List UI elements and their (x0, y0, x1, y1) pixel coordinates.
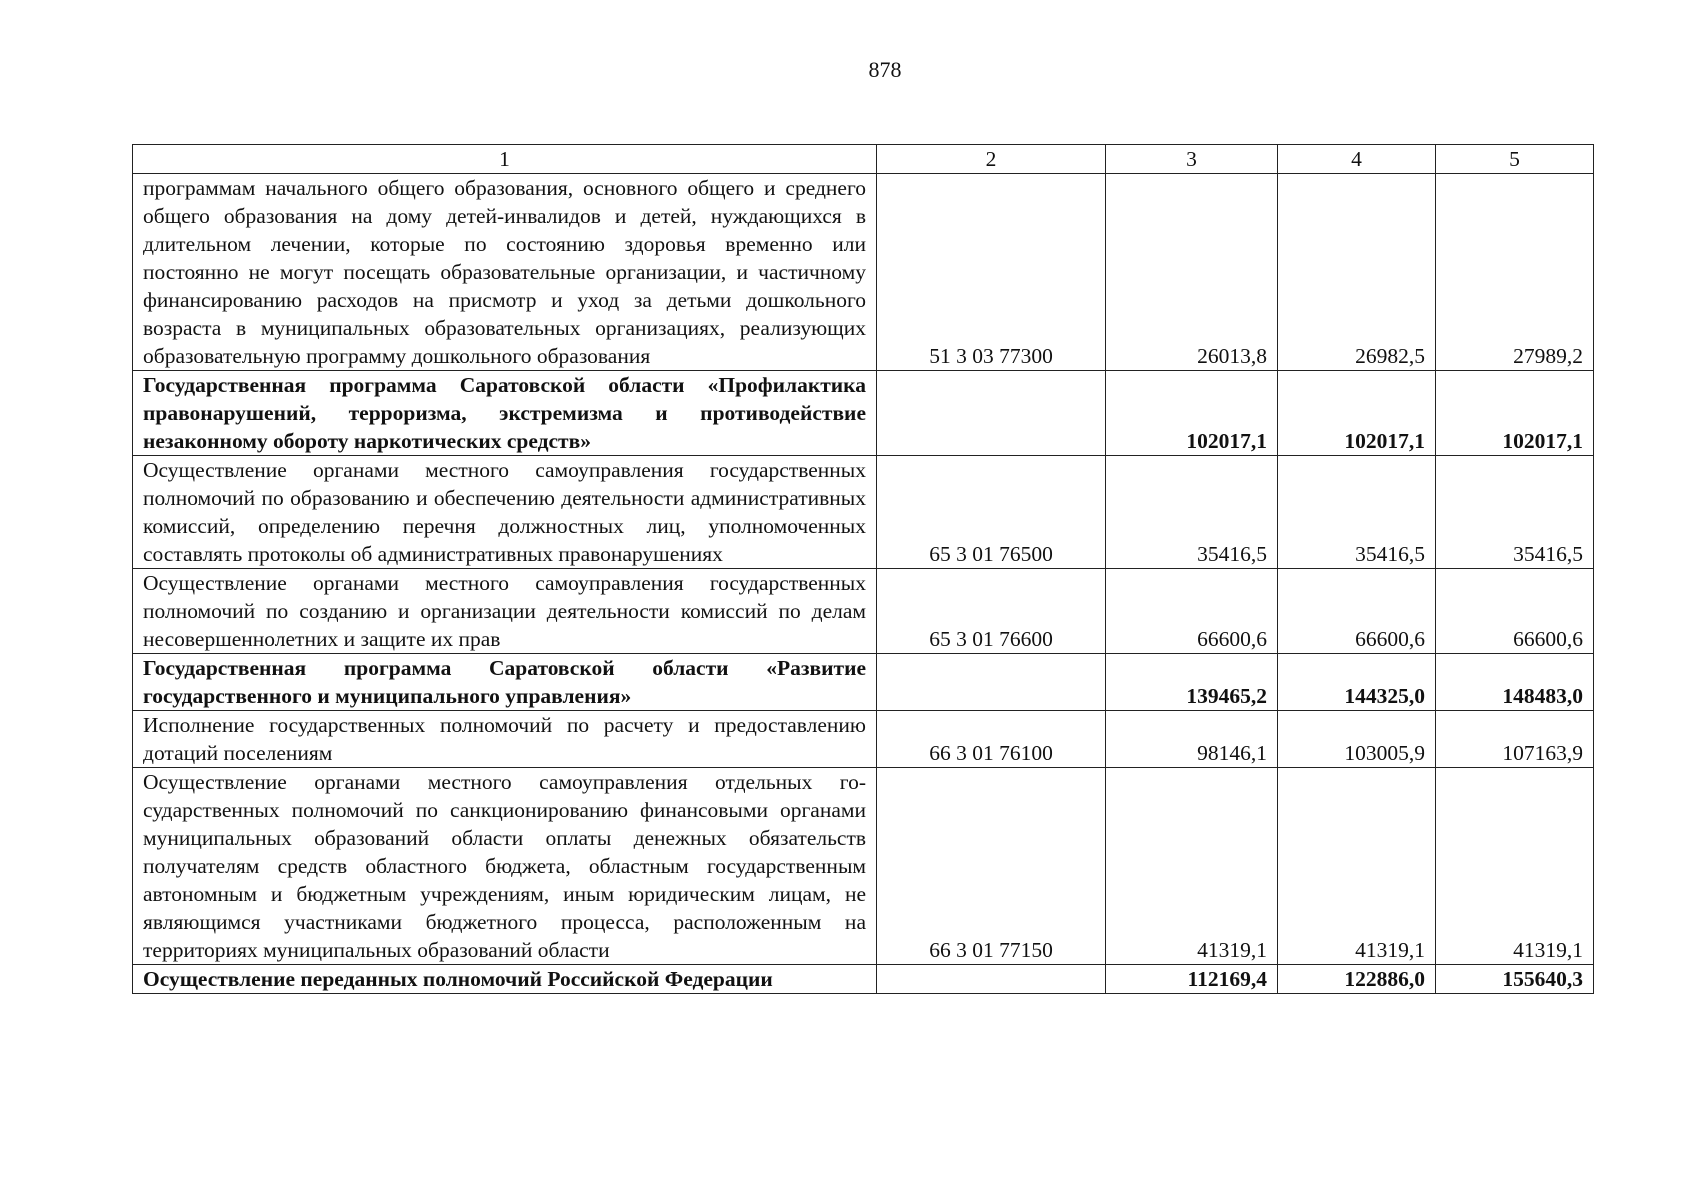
row-value-col4: 26982,5 (1278, 174, 1436, 371)
row-value-col3: 35416,5 (1106, 456, 1278, 569)
row-value-col5: 148483,0 (1436, 654, 1594, 711)
row-description: Государственная программа Саратовской области «Профилактика правонарушений, терроризма, экстремизма и противодействие незаконному обороту наркотических средств» (133, 371, 877, 456)
row-value-col4: 35416,5 (1278, 456, 1436, 569)
row-code (877, 371, 1106, 456)
table-row (133, 174, 1594, 371)
row-description: Осуществление переданных полномочий Российской Федерации (133, 965, 877, 994)
row-description: Исполнение государственных полномочий по расчету и предоставлению дотаций поселениям (133, 711, 877, 768)
row-value-col3: 139465,2 (1106, 654, 1278, 711)
row-value-col3: 66600,6 (1106, 569, 1278, 654)
row-value-col5: 35416,5 (1436, 456, 1594, 569)
table-row (133, 456, 1594, 569)
column-header-4: 4 (1278, 145, 1436, 174)
header-row (133, 145, 1594, 174)
table-row (133, 569, 1594, 654)
row-code: 66 3 01 77150 (877, 768, 1106, 965)
table-row (133, 371, 1594, 456)
column-header-5: 5 (1436, 145, 1594, 174)
row-value-col5: 41319,1 (1436, 768, 1594, 965)
row-value-col3: 102017,1 (1106, 371, 1278, 456)
row-value-col3: 26013,8 (1106, 174, 1278, 371)
row-value-col5: 27989,2 (1436, 174, 1594, 371)
row-description: Государственная программа Саратовской области «Развитие государственного и муниципального управления» (133, 654, 877, 711)
row-value-col5: 107163,9 (1436, 711, 1594, 768)
budget-table (132, 144, 1594, 994)
row-value-col4: 41319,1 (1278, 768, 1436, 965)
row-value-col4: 66600,6 (1278, 569, 1436, 654)
column-header-1: 1 (133, 145, 877, 174)
row-code: 51 3 03 77300 (877, 174, 1106, 371)
row-value-col4: 122886,0 (1278, 965, 1436, 994)
row-value-col5: 102017,1 (1436, 371, 1594, 456)
row-description: программам начального общего образования, основного общего и среднего общего образования на дому детей-инвалидов и детей, нуждающихся в длительном лечении, которые по состоянию здоровья временно или постоянно не могут посещать образовательные организации, и частичному финансированию расходов на присмотр и уход за детьми дошкольного возраста в муниципальных образовательных организациях, реализующих образовательную программу дошкольного образования (133, 174, 877, 371)
column-header-2: 2 (877, 145, 1106, 174)
row-description: Осуществление органами местного самоуправления отдельных государственных полномочий по санкционированию финансовыми органами муниципальных образований области оплаты денежных обязательств получателям средств областного бюджета, областным государственным автономным и бюджетным учреждениям, иным юридическим лицам, не являющимся участниками бюджетного процесса, расположенным на территориях муниципальных образований области (133, 768, 877, 965)
row-value-col3: 112169,4 (1106, 965, 1278, 994)
row-description: Осуществление органами местного самоуправления государственных полномочий по созданию и организации деятельности комиссий по делам несовершеннолетних и защите их прав (133, 569, 877, 654)
row-value-col4: 103005,9 (1278, 711, 1436, 768)
row-value-col4: 102017,1 (1278, 371, 1436, 456)
page-number: 878 (868, 57, 902, 82)
table-row (133, 965, 1594, 994)
row-code (877, 654, 1106, 711)
row-code (877, 965, 1106, 994)
table-row (133, 768, 1594, 965)
row-value-col5: 66600,6 (1436, 569, 1594, 654)
table-row (133, 711, 1594, 768)
row-description: Осуществление органами местного самоуправления государственных полномочий по образованию и обеспечению деятельности административных комиссий, определению перечня должностных лиц, уполномоченных составлять протоколы об административных правонарушениях (133, 456, 877, 569)
column-header-3: 3 (1106, 145, 1278, 174)
row-code: 65 3 01 76500 (877, 456, 1106, 569)
row-code: 65 3 01 76600 (877, 569, 1106, 654)
row-value-col4: 144325,0 (1278, 654, 1436, 711)
row-value-col3: 98146,1 (1106, 711, 1278, 768)
row-value-col3: 41319,1 (1106, 768, 1278, 965)
table-row (133, 654, 1594, 711)
row-value-col5: 155640,3 (1436, 965, 1594, 994)
row-code: 66 3 01 76100 (877, 711, 1106, 768)
